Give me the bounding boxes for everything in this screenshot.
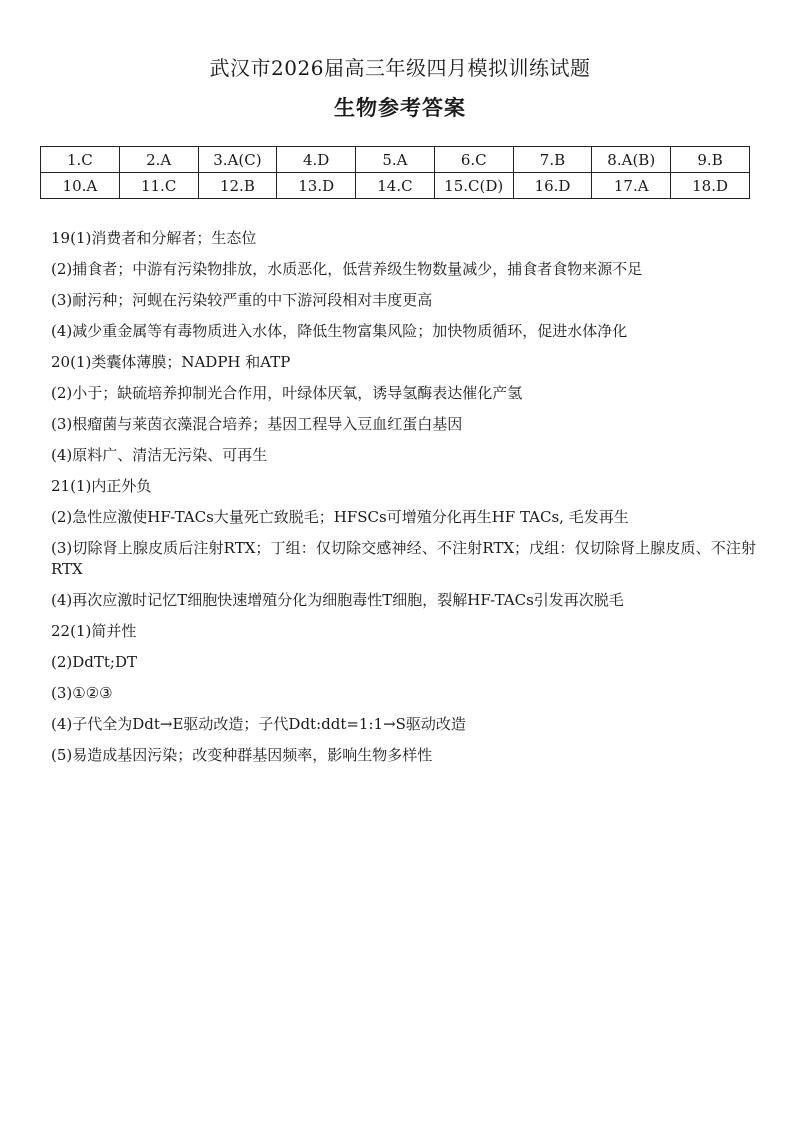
answer-line: (3)①②③ — [51, 684, 113, 702]
answer-cell: 14.C — [356, 173, 435, 199]
answer-line: (4)子代全为Ddt→E驱动改造；子代Ddt:ddt=1:1→S驱动改造 — [51, 715, 466, 733]
answer-line: (4)减少重金属等有毒物质进入水体，降低生物富集风险；加快物质循环，促进水体净化 — [51, 322, 628, 340]
answer-cell: 9.B — [671, 147, 750, 173]
answer-cell: 1.C — [41, 147, 120, 173]
table-row — [41, 173, 750, 199]
answer-line: 22(1)简并性 — [51, 622, 137, 640]
answer-line: (2)捕食者；中游有污染物排放，水质恶化，低营养级生物数量减少，捕食者食物来源不足 — [51, 260, 643, 278]
answer-cell: 8.A(B) — [592, 147, 671, 173]
answer-line: 19(1)消费者和分解者；生态位 — [51, 229, 257, 247]
answer-cell: 13.D — [277, 173, 356, 199]
answer-line: (3)根瘤菌与莱茵衣藻混合培养；基因工程导入豆血红蛋白基因 — [51, 415, 463, 433]
answer-cell: 7.B — [513, 147, 592, 173]
answer-cell: 15.C(D) — [434, 173, 513, 199]
document-title: 武汉市2026届高三年级四月模拟训练试题 — [209, 56, 591, 80]
answer-line: (2)DdTt;DT — [51, 653, 137, 671]
answer-cell: 3.A(C) — [198, 147, 277, 173]
answer-line: (3)切除肾上腺皮质后注射RTX；丁组：仅切除交感神经、不注射RTX；戊组：仅切除肾上腺皮质、不注射RTX — [51, 539, 756, 578]
table-row — [41, 147, 750, 173]
answer-cell: 10.A — [41, 173, 120, 199]
answer-line: (4)原料广、清洁无污染、可再生 — [51, 446, 268, 464]
answer-cell: 4.D — [277, 147, 356, 173]
answer-line: 20(1)类囊体薄膜；NADPH 和ATP — [51, 353, 291, 371]
multiple-choice-answer-table — [40, 146, 750, 199]
answer-cell: 5.A — [356, 147, 435, 173]
answer-cell: 12.B — [198, 173, 277, 199]
answer-line: (5)易造成基因污染；改变种群基因频率，影响生物多样性 — [51, 746, 433, 764]
answer-content — [51, 228, 756, 776]
document-subtitle: 生物参考答案 — [334, 95, 466, 120]
answer-cell: 17.A — [592, 173, 671, 199]
answer-cell: 16.D — [513, 173, 592, 199]
answer-line: 21(1)内正外负 — [51, 477, 152, 495]
answer-line: (2)急性应激使HF-TACs大量死亡致脱毛；HFSCs可增殖分化再生HF TACs, 毛发再生 — [51, 508, 629, 526]
answer-line: (3)耐污种；河蚬在污染较严重的中下游河段相对丰度更高 — [51, 291, 433, 309]
answer-line: (4)再次应激时记忆T细胞快速增殖分化为细胞毒性T细胞，裂解HF-TACs引发再次脱毛 — [51, 591, 624, 609]
answer-cell: 2.A — [119, 147, 198, 173]
answer-cell: 11.C — [119, 173, 198, 199]
answer-cell: 6.C — [434, 147, 513, 173]
answer-cell: 18.D — [671, 173, 750, 199]
answer-line: (2)小于；缺硫培养抑制光合作用，叶绿体厌氧，诱导氢酶表达催化产氢 — [51, 384, 523, 402]
